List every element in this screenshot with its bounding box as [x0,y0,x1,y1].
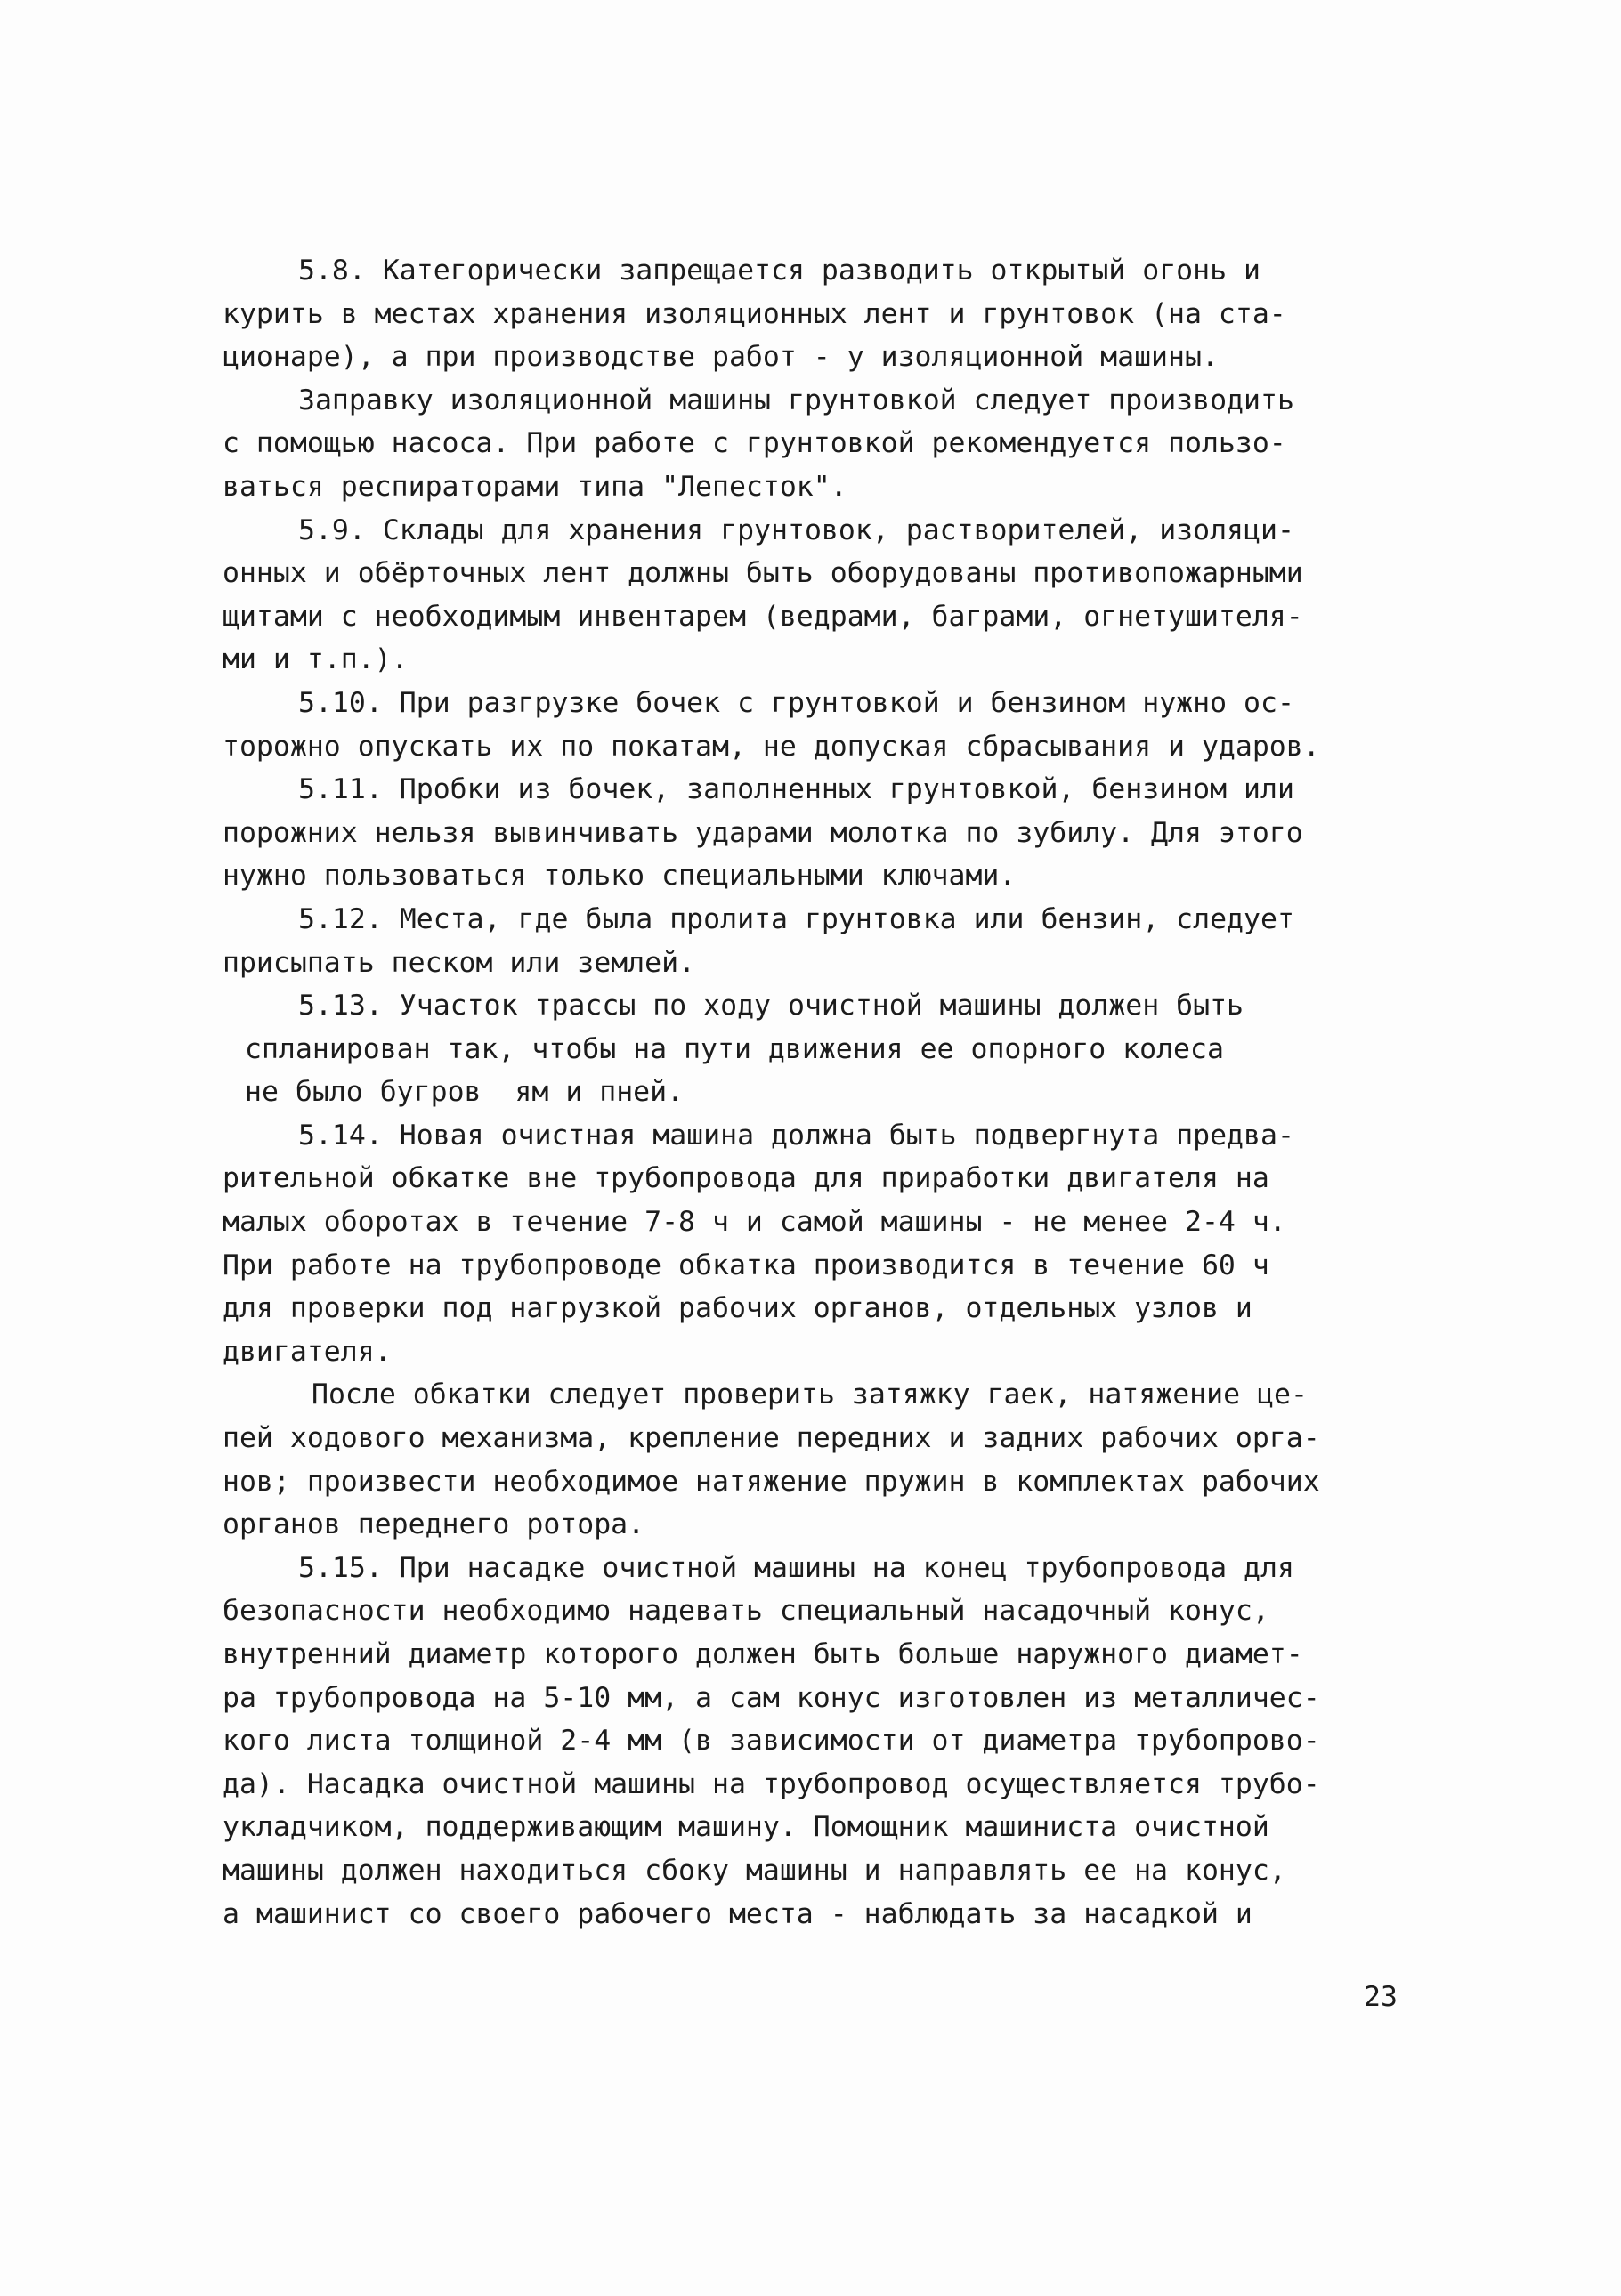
text-line: 5.8. Категорически запрещается разводить открытый огонь и [298,255,1260,287]
text-line: После обкатки следует проверить затяжку гаек, натяжение це- [312,1378,1308,1411]
text-line: нужно пользоваться только специальными ключами. [223,860,1017,893]
text-line: ционаре), а при производстве работ - у изоляционной машины. [223,341,1219,374]
text-line: порожних нельзя вывинчивать ударами молотка по зубилу. Для этого [223,816,1303,849]
text-line: да). Насадка очистной машины на трубопровод осуществляется трубо- [223,1767,1320,1800]
text-line: 5.12. Места, где была пролита грунтовка или бензин, следует [298,902,1294,935]
text-line: 5.13. Участок трассы по ходу очистной машины должен быть [298,990,1244,1023]
text-line: торожно опускать их по покатам, не допуская сбрасывания и ударов. [223,730,1320,763]
text-line: органов переднего ротора. [223,1508,645,1541]
text-line: спланирован так, чтобы на пути движения ее опорного колеса [245,1032,1224,1065]
text-line: не было бугров ям и пней. [245,1076,685,1109]
text-line: а машинист со своего рабочего места - наблюдать за насадкой и [223,1897,1252,1930]
text-line: кого листа толщиной 2-4 мм (в зависимости от диаметра трубопрово- [223,1725,1320,1758]
document-body [223,249,1406,1936]
text-line: машины должен находиться сбоку машины и направлять ее на конус, [223,1854,1286,1887]
text-line: 5.9. Склады для хранения грунтовок, растворителей, изоляци- [298,513,1294,546]
text-line: 5.10. При разгрузке бочек с грунтовкой и бензином нужно ос- [298,686,1294,719]
text-line: щитами с необходимым инвентарем (ведрами, баграми, огнетушителя- [223,600,1303,633]
text-line: нов; произвести необходимое натяжение пружин в комплектах рабочих [223,1465,1320,1498]
text-line: 5.15. При насадке очистной машины на конец трубопровода для [298,1551,1294,1584]
text-line: безопасности необходимо надевать специальный насадочный конус, [223,1595,1269,1628]
page-number: 23 [1364,1981,1398,2013]
text-line: внутренний диаметр которого должен быть больше наружного диамет- [223,1638,1303,1670]
text-line: 5.11. Пробки из бочек, заполненных грунтовкой, бензином или [298,773,1294,806]
text-line: рительной обкатке вне трубопровода для приработки двигателя на [223,1162,1269,1195]
text-line: онных и обёрточных лент должны быть оборудованы противопожарными [223,557,1303,590]
text-line: малых оборотах в течение 7-8 ч и самой машины - не менее 2-4 ч. [223,1206,1286,1239]
text-line: пей ходового механизма, крепление передних и задних рабочих орга- [223,1422,1320,1455]
text-line: ваться респираторами типа "Лепесток". [223,470,847,503]
text-line: укладчиком, поддерживающим машину. Помощник машиниста очистной [223,1811,1269,1844]
text-line: 5.14. Новая очистная машина должна быть подвергнута предва- [298,1119,1294,1152]
text-line: При работе на трубопроводе обкатка производится в течение 60 ч [223,1249,1269,1281]
text-line: для проверки под нагрузкой рабочих органов, отдельных узлов и [223,1292,1252,1325]
text-line: ми и т.п.). [223,643,409,676]
text-line: двигателя. [223,1335,392,1368]
text-line: Заправку изоляционной машины грунтовкой следует производить [298,384,1294,416]
text-line: с помощью насоса. При работе с грунтовкой рекомендуется пользо- [223,427,1286,460]
text-line: курить в местах хранения изоляционных лент и грунтовок (на ста- [223,297,1286,330]
text-line: присыпать песком или землей. [223,946,696,979]
text-line: ра трубопровода на 5-10 мм, а сам конус изготовлен из металличес- [223,1681,1320,1714]
